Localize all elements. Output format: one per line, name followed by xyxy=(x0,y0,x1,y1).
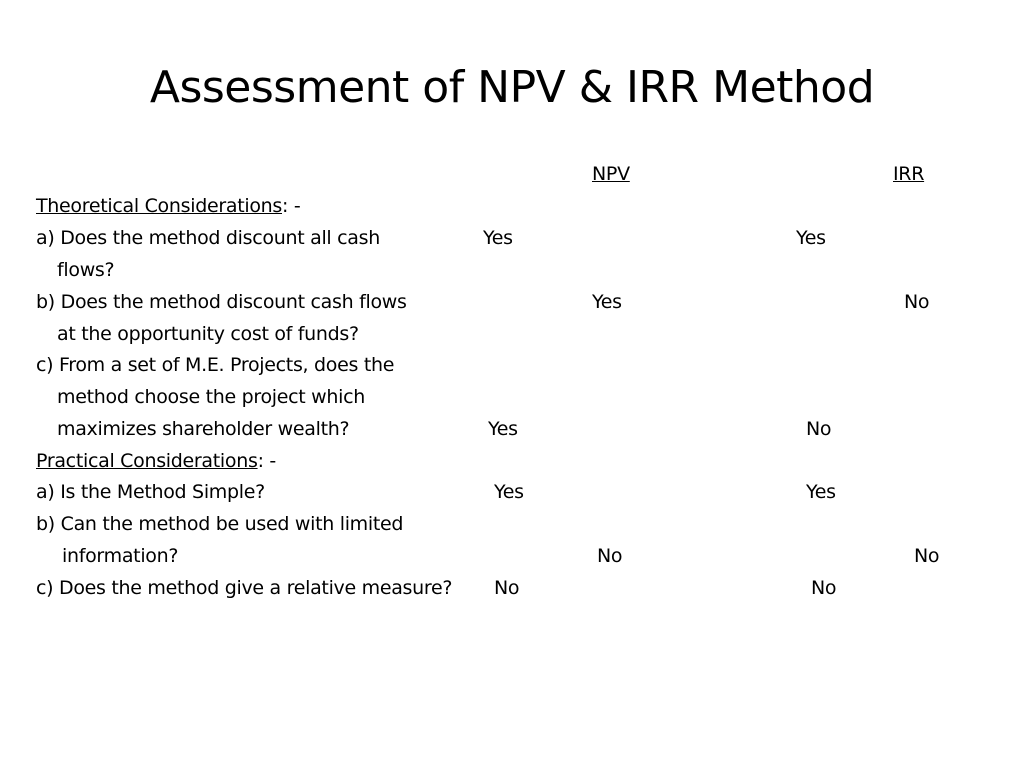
practical-b-line1: b) Can the method be used with limited xyxy=(36,513,404,535)
theoretical-a-irr: Yes xyxy=(796,227,826,249)
practical-c-npv: No xyxy=(494,577,520,599)
practical-heading-text: Practical Considerations xyxy=(36,450,258,472)
theoretical-b-line2: at the opportunity cost of funds? xyxy=(57,323,359,345)
theoretical-a-npv: Yes xyxy=(483,227,513,249)
irr-column-header: IRR xyxy=(893,163,925,185)
theoretical-c-irr: No xyxy=(806,418,832,440)
theoretical-b-npv: Yes xyxy=(592,291,622,313)
practical-heading-suffix: : - xyxy=(257,450,276,472)
theoretical-c-line3: maximizes shareholder wealth? xyxy=(57,418,350,440)
practical-a-line1: a) Is the Method Simple? xyxy=(36,481,265,503)
theoretical-heading xyxy=(36,194,300,218)
theoretical-c-line1: c) From a set of M.E. Projects, does the xyxy=(36,354,395,376)
practical-a-npv: Yes xyxy=(494,481,524,503)
practical-heading xyxy=(36,449,276,473)
practical-c-irr: No xyxy=(811,577,837,599)
theoretical-a-line2: flows? xyxy=(57,259,115,281)
practical-b-irr: No xyxy=(914,545,940,567)
practical-b-line2: information? xyxy=(62,545,179,567)
practical-a-irr: Yes xyxy=(806,481,836,503)
theoretical-b-irr: No xyxy=(904,291,930,313)
theoretical-c-npv: Yes xyxy=(488,418,518,440)
practical-b-npv: No xyxy=(597,545,623,567)
theoretical-a-line1: a) Does the method discount all cash xyxy=(36,227,380,249)
slide-title: Assessment of NPV & IRR Method xyxy=(149,62,875,113)
theoretical-heading-text: Theoretical Considerations xyxy=(36,195,282,217)
theoretical-c-line2: method choose the project which xyxy=(57,386,366,408)
npv-column-header: NPV xyxy=(592,163,630,185)
theoretical-heading-suffix: : - xyxy=(282,195,301,217)
theoretical-b-line1: b) Does the method discount cash flows xyxy=(36,291,407,313)
practical-c-line1: c) Does the method give a relative measure? xyxy=(36,577,453,599)
